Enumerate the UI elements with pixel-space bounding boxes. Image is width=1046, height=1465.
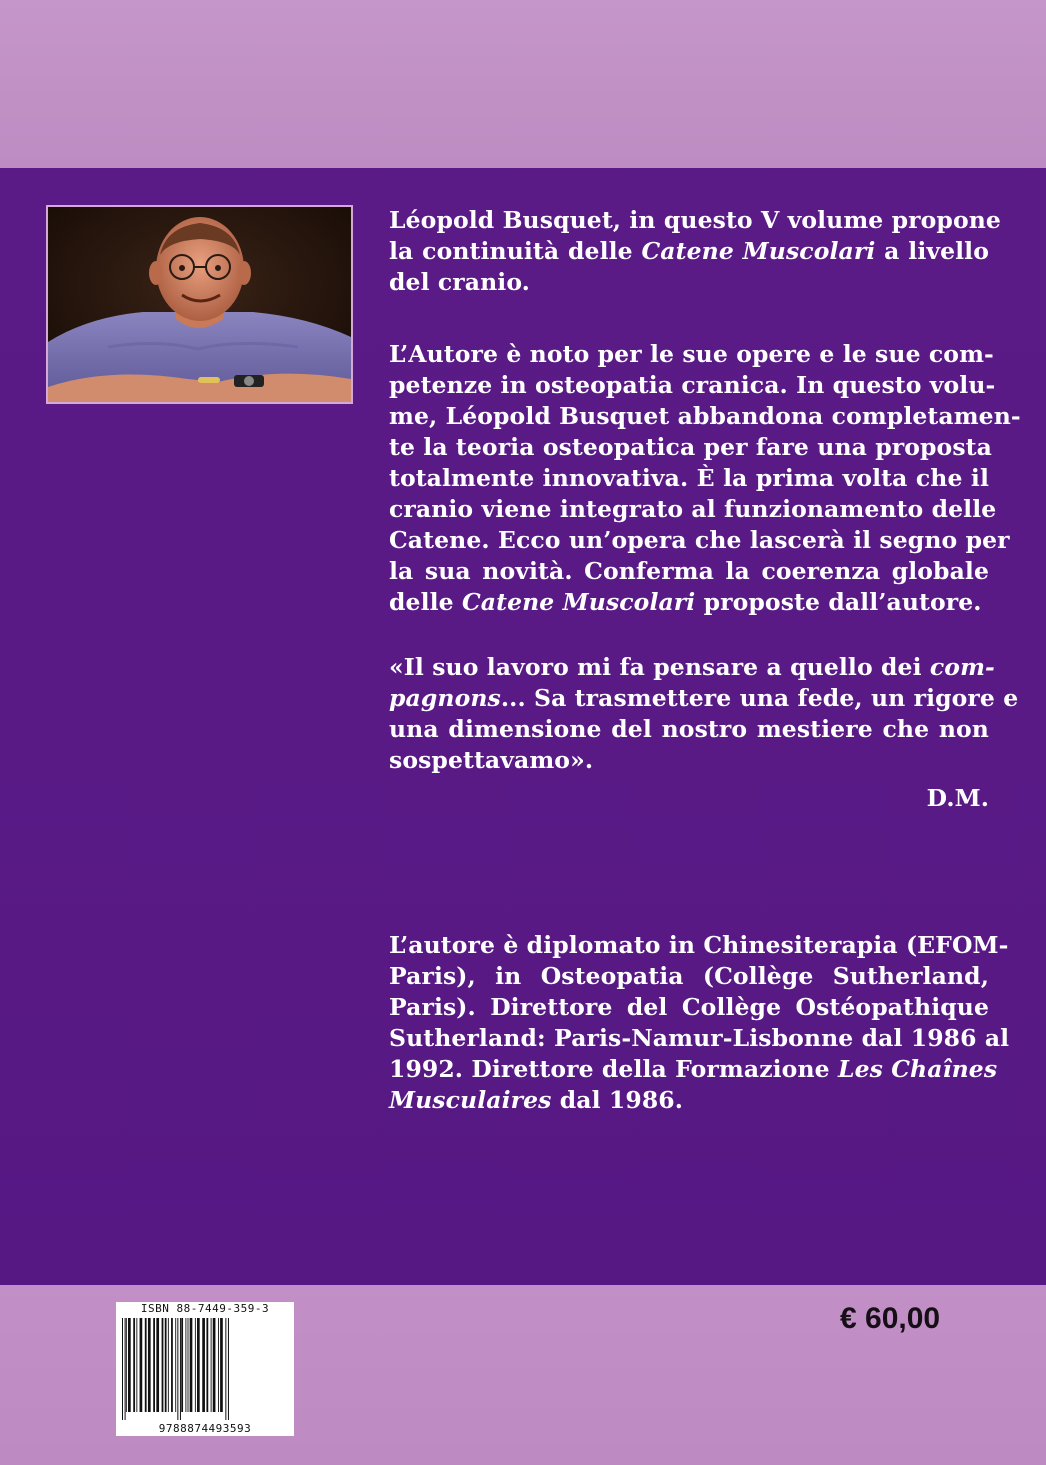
text-line: del cranio. bbox=[389, 268, 530, 296]
text-line: la continuità delle Catene Muscolari a livello bbox=[389, 237, 989, 265]
text-line: la sua novità. Conferma la coerenza globale bbox=[389, 557, 989, 585]
description-paragraph-1 bbox=[389, 205, 1001, 298]
top-band bbox=[0, 0, 1046, 168]
text-line: una dimensione del nostro mestiere che non bbox=[389, 715, 989, 743]
author-portrait-image bbox=[48, 207, 351, 402]
quote-attribution: D.M. bbox=[926, 784, 989, 812]
text-line: sospettavamo». bbox=[389, 746, 594, 774]
text-line: delle Catene Muscolari proposte dall’autore. bbox=[389, 588, 982, 616]
text-line: te la teoria osteopatica per fare una proposta bbox=[389, 433, 992, 461]
isbn-barcode bbox=[116, 1302, 294, 1436]
text-line: totalmente innovativa. È la prima volta che il bbox=[389, 464, 989, 492]
price-tag: € 60,00 bbox=[840, 1302, 941, 1335]
text-line: L’Autore è noto per le sue opere e le sue com- bbox=[389, 340, 994, 368]
text-line: pagnons... Sa trasmettere una fede, un rigore e bbox=[389, 684, 1019, 712]
author-photo bbox=[46, 205, 353, 404]
text-line: Paris), in Osteopatia (Collège Sutherland, bbox=[389, 962, 989, 990]
text-line: «Il suo lavoro mi fa pensare a quello dei com- bbox=[389, 653, 995, 681]
text-line: cranio viene integrato al funzionamento delle bbox=[389, 495, 997, 523]
barcode-bars bbox=[120, 1318, 290, 1420]
text-line: Catene. Ecco un’opera che lascerà il segno per bbox=[389, 526, 1010, 554]
text-line: me, Léopold Busquet abbandona completamen- bbox=[389, 402, 1021, 430]
text-line: Sutherland: Paris-Namur-Lisbonne dal 1986 al bbox=[389, 1024, 1010, 1052]
text-line: petenze in osteopatia cranica. In questo volu- bbox=[389, 371, 996, 399]
ean-digits: 9788874493593 bbox=[158, 1422, 252, 1435]
reviewer-quote bbox=[389, 652, 1019, 776]
text-line: Léopold Busquet, in questo V volume propone bbox=[389, 206, 1001, 234]
isbn-label: ISBN 88-7449-359-3 bbox=[140, 1302, 270, 1315]
author-bio bbox=[389, 930, 1010, 1116]
description-paragraph-2 bbox=[389, 339, 1021, 618]
text-line: L’autore è diplomato in Chinesiterapia (EFOM- bbox=[389, 931, 1009, 959]
text-line: Paris). Direttore del Collège Ostéopathique bbox=[389, 993, 989, 1021]
text-line: Musculaires dal 1986. bbox=[389, 1086, 684, 1114]
text-line: 1992. Direttore della Formazione Les Chaînes bbox=[389, 1055, 998, 1083]
